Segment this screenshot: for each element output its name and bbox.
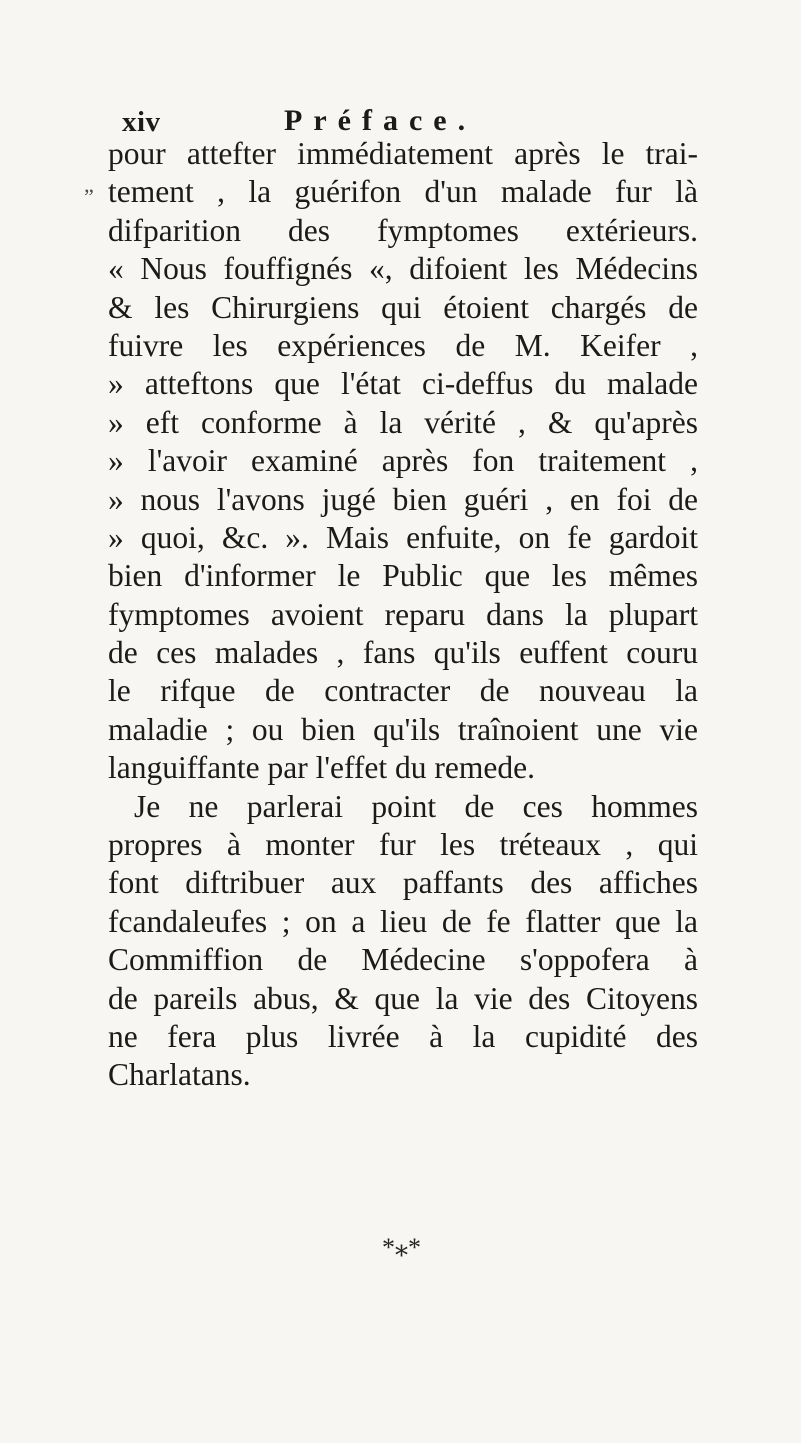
text-line: fymptomes avoient reparu dans la plupart — [108, 596, 698, 632]
text-line: pour attefter immédiatement après le trai- — [108, 136, 698, 171]
text-line: Charlatans. — [108, 1057, 251, 1093]
text-line: Commiffion de Médecine s'oppofera à — [108, 942, 698, 978]
text-line: « Nous fouffignés «, difoient les Médecins — [108, 251, 698, 287]
text-line: de pareils abus, & que la vie des Citoyens — [108, 980, 698, 1016]
text-line: ne fera plus livrée à la cupidité des — [108, 1018, 698, 1054]
text-line: tement , la guérifon d'un malade fur là — [108, 174, 698, 210]
text-line: & les Chirurgiens qui étoient chargés de — [108, 289, 698, 325]
text-line: fcandaleufes ; on a lieu de fe flatter que la — [108, 903, 698, 939]
text-line: difparition des fymptomes extérieurs. — [108, 212, 698, 248]
text-line: » l'avoir examiné après fon traitement , — [108, 443, 698, 479]
text-line: maladie ; ou bien qu'ils traînoient une vie — [108, 711, 698, 747]
text-line: fuivre les expériences de M. Keifer , — [108, 327, 698, 363]
body-text — [108, 135, 698, 1095]
text-line: » nous l'avons jugé bien guéri , en foi de — [108, 481, 698, 517]
text-line: » quoi, &c. ». Mais enfuite, on fe gardoit — [108, 519, 698, 555]
page-heading: Préface. — [284, 104, 477, 137]
margin-mark: „ — [84, 172, 94, 197]
page-number: xiv — [122, 106, 161, 138]
text-line: bien d'informer le Public que les mêmes — [108, 558, 698, 594]
asterism-ornament: *⁎* — [382, 1233, 421, 1262]
text-line: de ces malades , fans qu'ils euffent couru — [108, 635, 698, 671]
text-line: Je ne parlerai point de ces hommes — [134, 788, 698, 824]
text-line: languiffante par l'effet du remede. — [108, 750, 535, 786]
text-line: le rifque de contracter de nouveau la — [108, 673, 698, 709]
text-line: » atteftons que l'état ci-deffus du malade — [108, 366, 698, 402]
text-line: » eft conforme à la vérité , & qu'après — [108, 404, 698, 440]
text-line: propres à monter fur les tréteaux , qui — [108, 827, 698, 863]
running-head — [122, 100, 682, 140]
text-line: font diftribuer aux paffants des affiches — [108, 865, 698, 901]
